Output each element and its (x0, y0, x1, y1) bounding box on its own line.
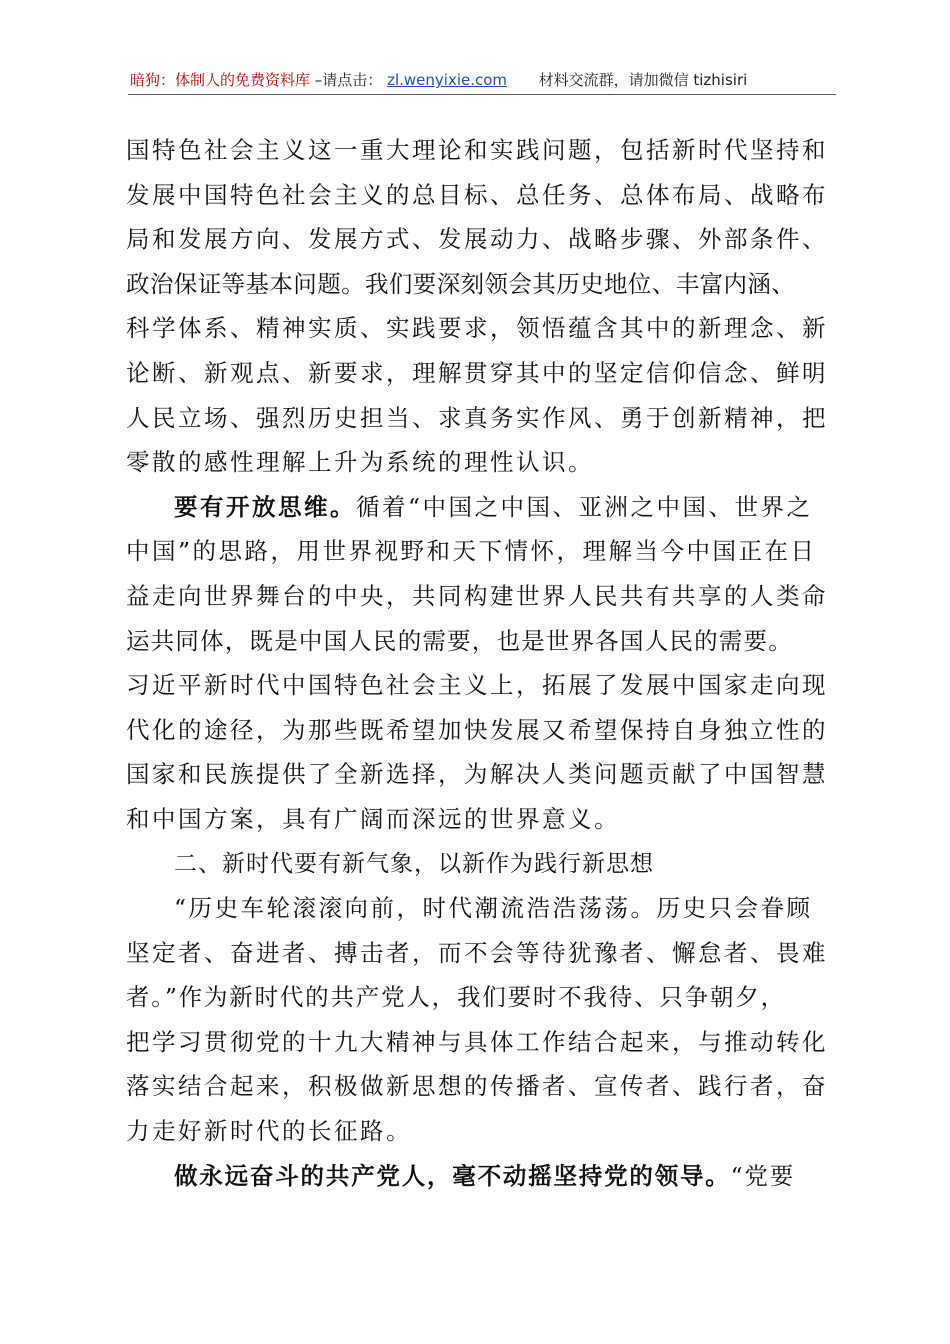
text-line: 人民立场、强烈历史担当、求真务实作风、勇于创新精神，把 (126, 403, 828, 432)
page-header (130, 70, 835, 96)
header-divider (128, 94, 836, 95)
text-line: 习近平新时代中国特色社会主义上，拓展了发展中国家走向现 (126, 671, 828, 700)
text-line: 科学体系、精神实质、实践要求，领悟蕴含其中的新理念、新 (126, 314, 828, 343)
text-line: 把学习贯彻党的十九大精神与具体工作结合起来，与推动转化 (126, 1027, 828, 1056)
header-brand: 暗狗：体制人的免费资料库 (130, 71, 311, 89)
text-line: 国家和民族提供了全新选择，为解决人类问题贡献了中国智慧 (126, 760, 828, 789)
text-line: 力走好新时代的长征路。 (126, 1117, 412, 1146)
text-line: 国特色社会主义这一重大理论和实践问题，包括新时代坚持和 (126, 136, 828, 164)
text-line: 局和发展方向、发展方式、发展动力、战略步骤、外部条件、 (126, 225, 828, 254)
text-line: 零散的感性理解上升为系统的理性认识。 (126, 448, 594, 477)
paragraph-party-leadership: 做永远奋斗的共产党人，毫不动摇坚持党的领导。“党要 (174, 1161, 796, 1190)
paragraph-open-thinking: 要有开放思维。循着“中国之中国、亚洲之中国、世界之 (174, 492, 813, 521)
header-contact: 材料交流群，请加微信 tizhisiri (538, 71, 748, 89)
text-line: 政治保证等基本问题。我们要深刻领会其历史地位、丰富内涵、 (126, 269, 796, 298)
text-line: 者。”作为新时代的共产党人，我们要时不我待、只争朝夕， (126, 983, 786, 1012)
text-line: 代化的途径，为那些既希望加快发展又希望保持自身独立性的 (126, 715, 828, 744)
header-url-link[interactable]: zl.wenyixie.com (387, 71, 508, 89)
paragraph-lead-bold: 要有开放思维。 (174, 492, 356, 521)
text-line: 发展中国特色社会主义的总目标、总任务、总体布局、战略布 (126, 180, 828, 209)
text-line: 坚定者、奋进者、搏击者，而不会等待犹豫者、懈怠者、畏难 (126, 938, 828, 967)
text-line: 论断、新观点、新要求，理解贯穿其中的坚定信仰信念、鲜明 (126, 358, 828, 387)
header-click-label: –请点击： (314, 71, 383, 89)
paragraph-quote: “历史车轮滚滚向前，时代潮流浩浩荡荡。历史只会眷顾 (174, 894, 813, 923)
section-heading: 二、新时代要有新气象，以新作为践行新思想 (174, 850, 654, 877)
text-line: 落实结合起来，积极做新思想的传播者、宣传者、践行者，奋 (126, 1072, 828, 1101)
text-line: 和中国方案，具有广阔而深远的世界意义。 (126, 804, 620, 833)
text-line: 益走向世界舞台的中央，共同构建世界人民共有共享的人类命 (126, 581, 828, 610)
document-body (126, 128, 838, 1198)
text-line: 运共同体，既是中国人民的需要，也是世界各国人民的需要。 (126, 626, 793, 655)
text-line: 中国”的思路，用世界视野和天下情怀，理解当今中国正在日 (126, 537, 817, 566)
paragraph-lead-bold: 做永远奋斗的共产党人，毫不动摇坚持党的领导。 (174, 1161, 731, 1190)
